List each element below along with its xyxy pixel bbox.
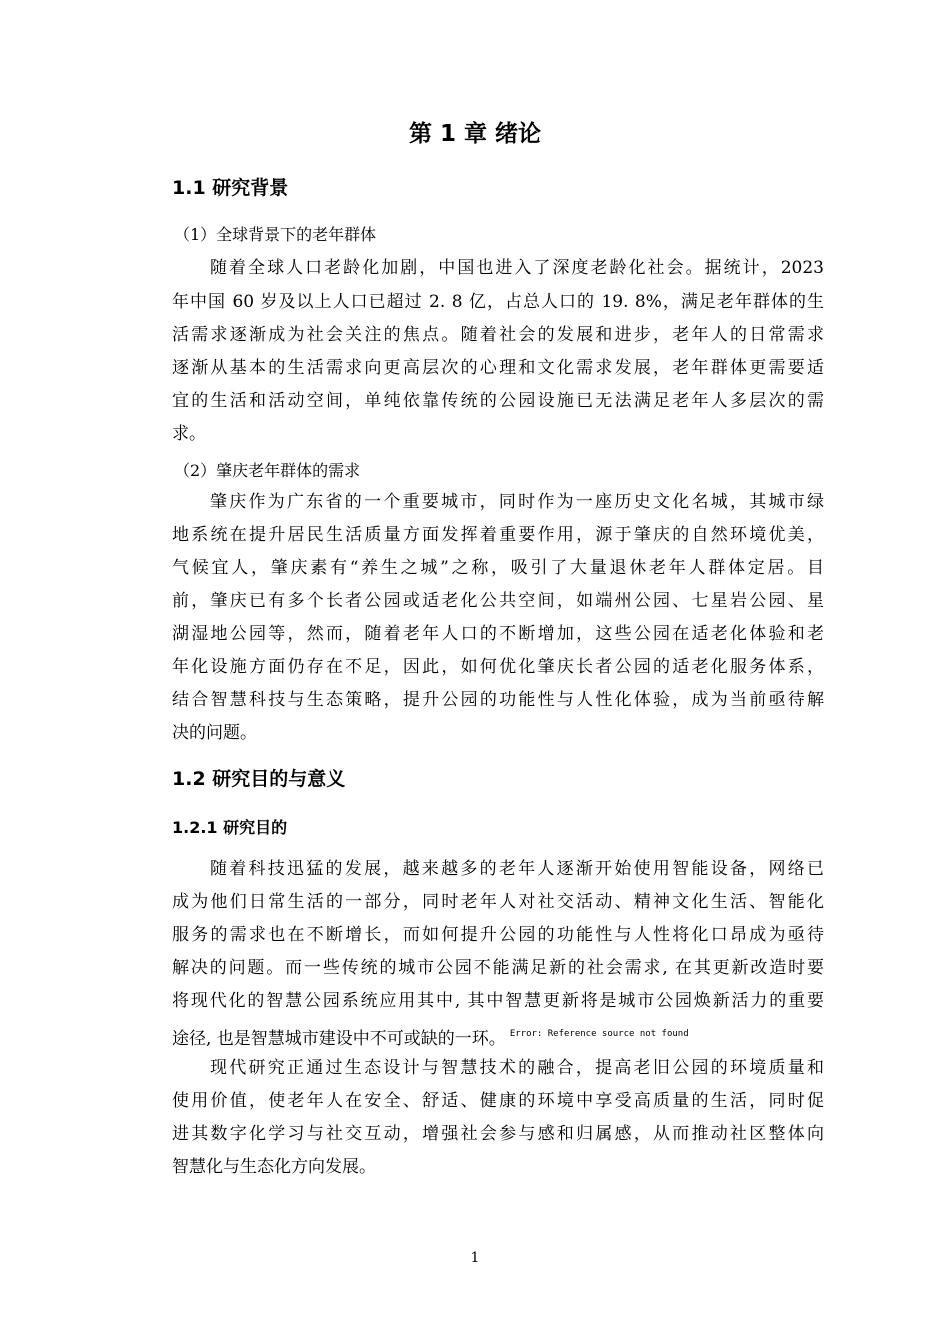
subsection-label-zhaoqing-needs: （2）肇庆老年群体的需求 [174, 461, 361, 480]
paragraph-line: 服务的需求也在不断增长，而如何提升公园的功能性与人性将化口昂成为亟待 [172, 925, 824, 945]
paragraph-line: 气候宜人，肇庆素有“养生之城”之称，吸引了大量退休老年人群体定居。目 [172, 558, 824, 578]
paragraph-line: 地系统在提升居民生活质量方面发挥着重要作用，源于肇庆的自然环境优美， [172, 525, 824, 545]
paragraph-line: 进其数字化学习与社交互动，增强社会参与感和归属感，从而推动社区整体向 [172, 1124, 824, 1144]
paragraph-line: 活需求逐渐成为社会关注的焦点。随着社会的发展和进步，老年人的日常需求 [172, 325, 824, 345]
paragraph-line: 年化设施方面仍存在不足，因此，如何优化肇庆长者公园的适老化服务体系， [172, 657, 824, 677]
paragraph-line: 将现代化的智慧公园系统应用其中, 其中智慧更新将是城市公园焕新活力的重要 [172, 991, 824, 1011]
paragraph-line: 求。 [172, 424, 206, 444]
paragraph-line: 湖湿地公园等，然而，随着老年人口的不断增加，这些公园在适老化体验和老 [172, 624, 824, 644]
paragraph-line: 智慧化与生态化方向发展。 [172, 1157, 376, 1177]
paragraph-line: 成为他们日常生活的一部分，同时老年人对社交活动、精神文化生活、智能化 [172, 892, 824, 912]
paragraph-line: 年中国 60 岁及以上人口已超过 2. 8 亿，占总人口的 19. 8%，满足老年群体的生 [172, 292, 824, 312]
section-heading-1-1: 1.1 研究背景 [172, 177, 289, 199]
paragraph-line: 现代研究正通过生态设计与智慧技术的融合，提高老旧公园的环境质量和 [210, 1058, 824, 1078]
chapter-title: 第 1 章 绪论 [408, 121, 542, 147]
paragraph-line: 前，肇庆已有多个长者公园或适老化公共空间，如端州公园、七星岩公园、星 [172, 591, 824, 611]
paragraph-line: 宜的生活和活动空间，单纯依靠传统的公园设施已无法满足老年人多层次的需 [172, 391, 824, 411]
paragraph-line: 肇庆作为广东省的一个重要城市，同时作为一座历史文化名城，其城市绿 [210, 492, 824, 512]
page-number: 1 [470, 1250, 480, 1266]
reference-error-text: Error: Reference source not found [509, 1029, 689, 1039]
subsection-heading-1-2-1: 1.2.1 研究目的 [172, 818, 288, 837]
subsection-label-global-background: （1）全球背景下的老年群体 [174, 225, 377, 244]
paragraph-line-with-reference [172, 1024, 689, 1049]
paragraph-line: 决的问题。 [172, 723, 257, 743]
paragraph-text: 途径, 也是智慧城市建设中不可或缺的一环。 [172, 1029, 506, 1049]
section-heading-1-2: 1.2 研究目的与意义 [172, 768, 346, 790]
paragraph-line: 逐渐从基本的生活需求向更高层次的心理和文化需求发展，老年群体更需要适 [172, 358, 824, 378]
paragraph-line: 使用价值，使老年人在安全、舒适、健康的环境中享受高质量的生活，同时促 [172, 1091, 824, 1111]
paragraph-line: 解决的问题。而一些传统的城市公园不能满足新的社会需求, 在其更新改造时要 [172, 958, 824, 978]
paragraph-line: 随着科技迅猛的发展，越来越多的老年人逐渐开始使用智能设备，网络已 [210, 859, 824, 879]
paragraph-line: 结合智慧科技与生态策略，提升公园的功能性与人性化体验，成为当前亟待解 [172, 690, 824, 710]
paragraph-line: 随着全球人口老龄化加剧，中国也进入了深度老龄化社会。据统计，2023 [210, 258, 824, 278]
